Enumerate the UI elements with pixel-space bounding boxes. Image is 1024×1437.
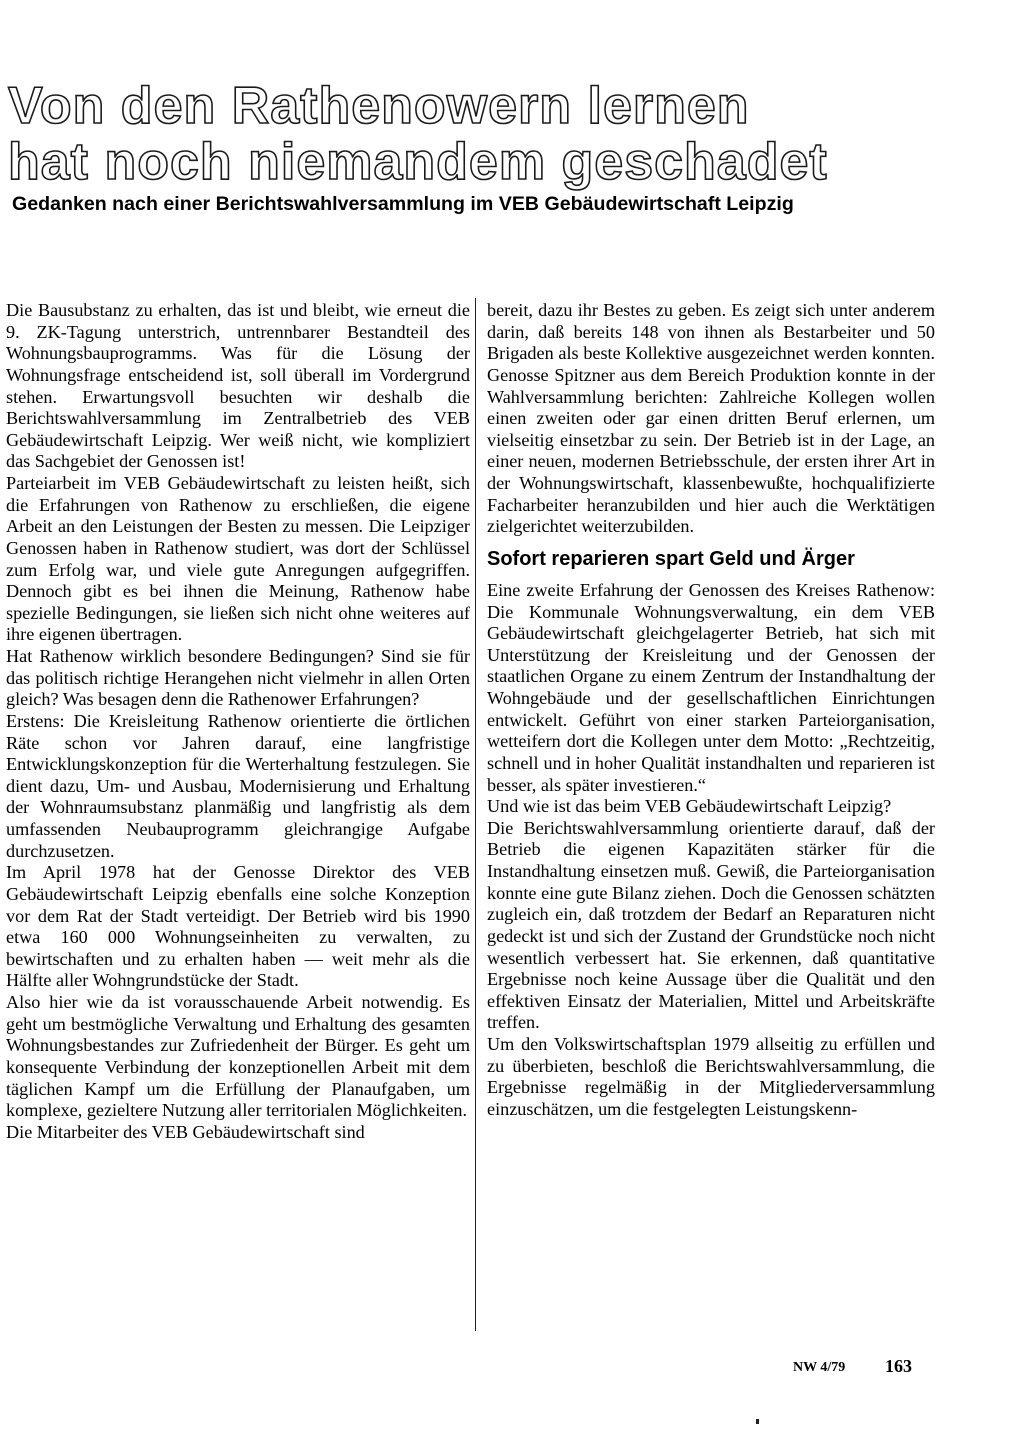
journal-issue: NW 4/79 (793, 1360, 846, 1375)
paragraph: Die Mitarbeiter des VEB Gebäudewirtschaft sind (6, 1121, 365, 1142)
headline-line-2: hat noch niemandem geschadet (8, 133, 828, 191)
left-column (6, 300, 470, 1143)
column-divider (475, 298, 476, 1331)
paragraph: Um den Volkswirtschaftsplan 1979 allseitig zu erfüllen und zu überbieten, beschloß die Berichtswahlversammlung, die Ergebnisse regelmäßig in der Mitgliederversammlung einzuschätzen, um die festgelegten Leistungskenn- (487, 1034, 935, 1119)
paragraph: Die Berichtswahlversammlung orientierte darauf, daß der Betrieb die eigenen Kapazitäten stärker für die Instandhaltung einsetzen muß. Gewiß, die Parteiorganisation konnte eine gute Bilanz ziehen. Doch die Genossen schätzten zugleich ein, daß trotzdem der Bedarf an Reparaturen nicht gedeckt ist und sich der Zustand der Grundstücke noch nicht wesentlich verbessert hat. Sie erkennen, daß quantitative Ergebnisse noch keine Aussage über die Qualität und den effektiven Einsatz der Materialien, Mittel und Arbeitskräfte treffen. (487, 817, 935, 1033)
article-headline (8, 78, 1008, 190)
paragraph: bereit, dazu ihr Bestes zu geben. Es zeigt sich unter anderem darin, daß bereits 148 von ihnen als Bestarbeiter und 50 Brigaden als beste Kollektive ausgezeichnet werden konnten. Genosse Spitzner aus dem Bereich Produktion konnte in der Wahlversammlung berichten: Zahlreiche Kollegen wollen einen zweiten oder gar einen dritten Beruf erlernen, um vielseitig einsetzbar zu sein. Der Betrieb ist in der Lage, an einer neuen, modernen Betriebsschule, der ersten ihrer Art in der Wohnungswirtschaft, klassenbewußte, hochqualifizierte Facharbeiter heranzubilden und hier auch die Werktätigen zielgerichtet weiterzubilden. (487, 300, 935, 537)
headline-line-1: Von den Rathenowern lernen (8, 77, 750, 135)
paragraph: Also hier wie da ist vorausschauende Arbeit notwendig. Es geht um bestmögliche Verwaltung und Erhaltung des gesamten Wohnungsbestandes zur Zufriedenheit der Bürger. Es geht um konsequente Verbindung der konzeptionellen Arbeit mit dem täglichen Kampf um die Erfüllung der Planaufgaben, um komplexe, gezieltere Nutzung aller territorialen Möglichkeiten. (6, 992, 470, 1121)
paragraph: Parteiarbeit im VEB Gebäudewirtschaft zu leisten heißt, sich die Erfahrungen von Rathenow zu erschließen, die eigene Arbeit an den Leistungen der Besten zu messen. Die Leipziger Genossen haben in Rathenow studiert, was dort der Schlüssel zum Erfolg war, und viele gute Anregungen aufgegriffen. Dennoch gibt es bei ihnen die Meinung, Rathenow habe spezielle Bedingungen, sie ließen sich nicht ohne weiteres auf ihre eigenen übertragen. (6, 473, 470, 645)
paragraph: Im April 1978 hat der Genosse Direktor des VEB Gebäudewirtschaft Leipzig ebenfalls eine solche Konzeption vor dem Rat der Stadt verteidigt. Der Betrieb wird bis 1990 etwa 160 000 Wohnungseinheiten zu verwalten, zu bewirtschaften und zu erhalten haben — weit mehr als die Hälfte aller Wohngrundstücke der Stadt. (6, 862, 470, 991)
section-heading: Sofort reparieren spart Geld und Ärger (487, 547, 855, 570)
paragraph: Erstens: Die Kreisleitung Rathenow orientierte die örtlichen Räte schon vor Jahren darauf, eine langfristige Entwicklungskonzeption für die Werterhaltung festzulegen. Sie dient dazu, Um- und Ausbau, Modernisierung und Erhaltung der Wohnraumsubstanz planmäßig und langfristig als dem umfassenden Neubauprogramm gleichrangige Aufgabe durchzusetzen. (6, 710, 470, 861)
paragraph: Die Bausubstanz zu erhalten, das ist und bleibt, wie erneut die 9. ZK-Tagung unterstrich, untrennbarer Bestandteil des Wohnungsbauprogramms. Was für die Lösung der Wohnungsfrage entscheidend ist, soll überall im Vordergrund stehen. Erwartungsvoll besuchten wir deshalb die Berichtswahlversammlung im Zentralbetrieb des VEB Gebäudewirtschaft Leipzig. Wer weiß nicht, wie kompliziert das Sachgebiet der Genossen ist! (6, 300, 470, 472)
article-subtitle: Gedanken nach einer Berichtswahlversammlung im VEB Gebäudewirtschaft Leipzig (12, 193, 794, 215)
paragraph: Hat Rathenow wirklich besondere Bedingungen? Sind sie für das politisch richtige Herangehen nicht vielmehr in allen Orten gleich? Was besagen denn die Rathenower Erfahrungen? (6, 646, 470, 710)
page-number: 163 (885, 1356, 912, 1376)
print-speck (756, 1419, 759, 1424)
right-column (487, 300, 935, 1121)
paragraph: Eine zweite Erfahrung der Genossen des Kreises Rathenow: Die Kommunale Wohnungsverwaltung, ein dem VEB Gebäudewirtschaft gleichgelagerter Betrieb, hat sich mit Unterstützung der Kreisleitung und der Genossen der staatlichen Organe zu einem Zentrum der Instandhaltung der Wohngebäude und der gesellschaftlichen Einrichtungen entwickelt. Geführt von einer starken Parteiorganisation, wetteifern dort die Kollegen unter dem Motto: „Rechtzeitig, schnell und in hoher Qualität instandhalten und reparieren ist besser, als später investieren.“ (487, 579, 935, 795)
paragraph: Und wie ist das beim VEB Gebäudewirtschaft Leipzig? (487, 796, 892, 817)
